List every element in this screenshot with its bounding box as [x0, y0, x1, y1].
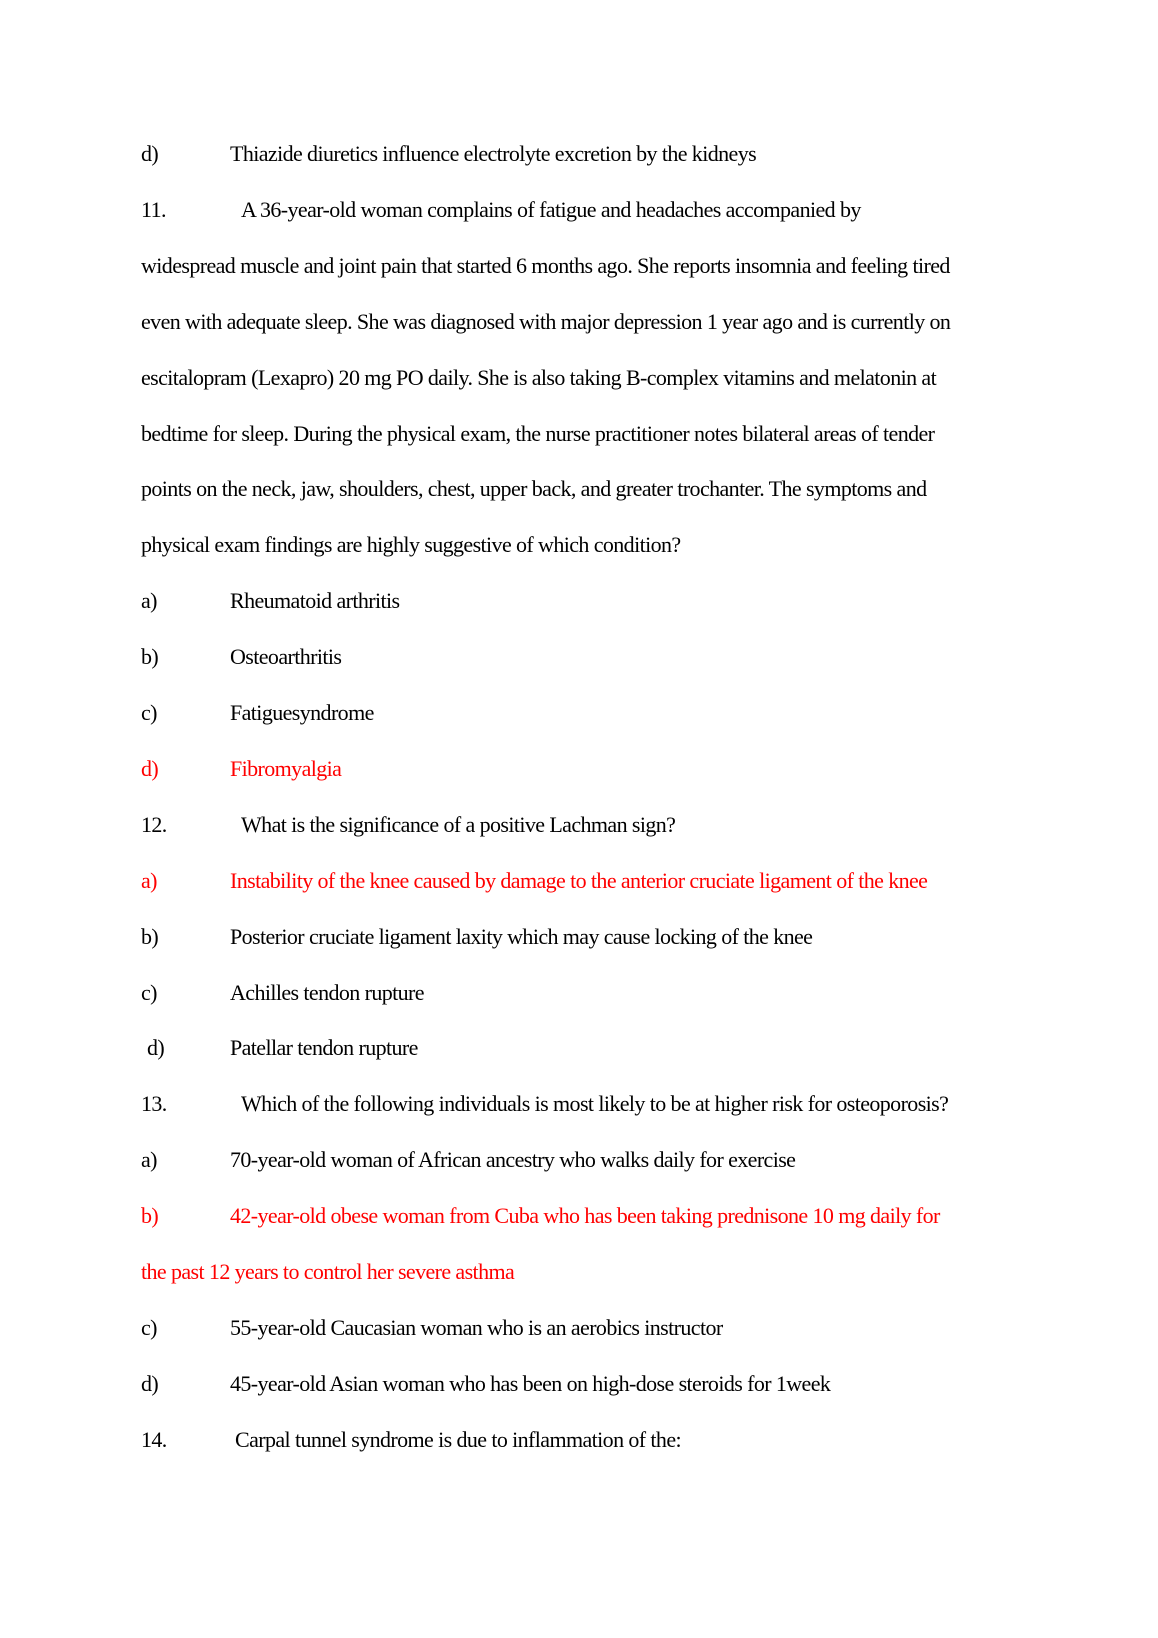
document-line: [141, 253, 950, 279]
question-text: A 36-year-old woman complains of fatigue and headaches accompanied by: [241, 196, 861, 222]
question-text: Carpal tunnel syndrome is due to inflammation of the:: [235, 1426, 681, 1452]
option-text: Patellar tendon rupture: [230, 1035, 418, 1061]
item-label: c): [141, 979, 157, 1005]
option-text: 55-year-old Caucasian woman who is an aerobics instructor: [230, 1314, 723, 1340]
document-line: [141, 309, 950, 335]
option-text: Posterior cruciate ligament laxity which may cause locking of the knee: [230, 923, 813, 949]
paragraph-text: points on the neck, jaw, shoulders, chest, upper back, and greater trochanter. The symptoms and: [141, 476, 927, 502]
answer-line: [141, 1259, 514, 1285]
paragraph-text: bedtime for sleep. During the physical exam, the nurse practitioner notes bilateral areas of tender: [141, 420, 935, 446]
paragraph-text: the past 12 years to control her severe asthma: [141, 1259, 515, 1284]
paragraph-text: physical exam findings are highly suggestive of which condition?: [141, 532, 681, 558]
option-text: 70-year-old woman of African ancestry who walks daily for exercise: [230, 1147, 796, 1173]
item-label: a): [141, 867, 157, 893]
item-label: c): [141, 700, 157, 725]
item-label: d): [147, 1035, 165, 1061]
item-label: d): [141, 1370, 159, 1396]
option-text: 45-year-old Asian woman who has been on high-dose steroids for 1week: [230, 1370, 831, 1396]
paragraph-text: escitalopram (Lexapro) 20 mg PO daily. She is also taking B-complex vitamins and melatonin at: [141, 364, 937, 390]
document-line: [141, 532, 681, 558]
item-label: a): [141, 588, 157, 614]
option-text: Instability of the knee caused by damage to the anterior cruciate ligament of the knee: [230, 867, 928, 893]
item-label: 12.: [141, 811, 167, 837]
document-line: [141, 476, 927, 502]
option-text: Fatiguesyndrome: [230, 700, 374, 725]
document-line: [141, 421, 934, 447]
item-label: d): [141, 755, 159, 781]
item-label: b): [141, 923, 159, 949]
item-label: d): [141, 141, 159, 166]
item-label: a): [141, 1147, 157, 1173]
option-text: Rheumatoid arthritis: [230, 588, 400, 614]
document-line: [141, 365, 936, 391]
item-label: b): [141, 1203, 159, 1229]
item-label: b): [141, 644, 159, 670]
option-text: 42-year-old obese woman from Cuba who has been taking prednisone 10 mg daily for: [230, 1203, 940, 1229]
item-label: 13.: [141, 1091, 167, 1117]
item-label: 14.: [141, 1426, 167, 1452]
option-text: Achilles tendon rupture: [230, 979, 424, 1005]
item-label: c): [141, 1314, 157, 1340]
paragraph-text: even with adequate sleep. She was diagnosed with major depression 1 year ago and is currently on: [141, 308, 951, 334]
item-label: 11.: [141, 196, 166, 222]
paragraph-text: widespread muscle and joint pain that started 6 months ago. She reports insomnia and feeling tired: [141, 252, 950, 278]
option-text: Thiazide diuretics influence electrolyte excretion by the kidneys: [230, 141, 757, 166]
question-text: What is the significance of a positive Lachman sign?: [241, 811, 676, 837]
option-text: Fibromyalgia: [230, 755, 342, 781]
question-text: Which of the following individuals is most likely to be at higher risk for osteoporosis?: [241, 1091, 949, 1117]
option-text: Osteoarthritis: [230, 644, 342, 670]
